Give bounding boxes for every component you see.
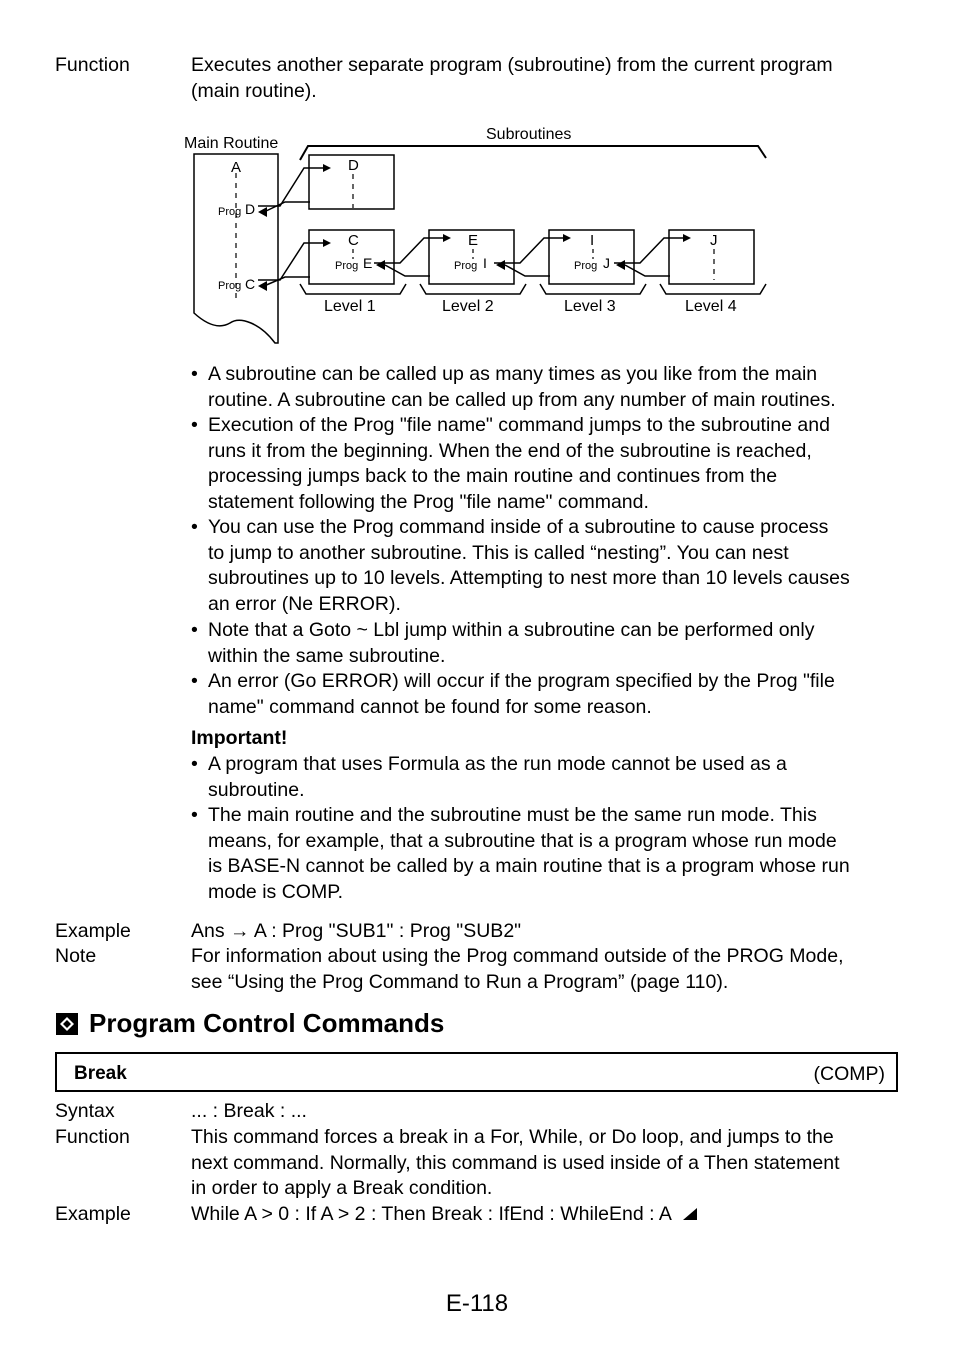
- box3-prog-word: Prog: [574, 260, 598, 272]
- example-text: Ans → A : Prog "SUB1" : Prog "SUB2": [191, 920, 522, 942]
- example2-text: While A > 0 : If A > 2 : Then Break : IfEnd : WhileEnd : A: [191, 1203, 671, 1225]
- main-a: A: [231, 159, 242, 176]
- syntax-label: Syntax: [55, 1100, 115, 1122]
- page-number: E-118: [445, 1290, 509, 1317]
- box3-call: J: [603, 255, 610, 271]
- bullet-item: • Note that a Goto ~ Lbl jump within a subroutine can be performed only within the same subroutine.: [191, 618, 901, 669]
- box3-label: I: [590, 232, 595, 249]
- bullet-item: • A subroutine can be called up as many times as you like from the main routine. A subroutine can be called up from any number of main routines.: [191, 362, 901, 413]
- break-command-header: [55, 1052, 898, 1092]
- main-prog-word-2: Prog: [218, 280, 242, 292]
- box4-label: J: [710, 232, 718, 249]
- example-label: Example: [55, 920, 131, 942]
- note-label: Note: [55, 945, 97, 967]
- main-routine-page: [194, 154, 278, 343]
- section-title: Program Control Commands: [89, 1008, 445, 1038]
- subroutines-bracket: [300, 146, 766, 160]
- main-d: D: [245, 201, 256, 217]
- function2-line-1: This command forces a break in a For, While, or Do loop, and jumps to the: [191, 1126, 834, 1148]
- function2-line-3: in order to apply a Break condition.: [191, 1177, 493, 1199]
- example2-label: Example: [55, 1203, 131, 1225]
- bullet-item: • A program that uses Formula as the run mode cannot be used as a subroutine.: [191, 752, 901, 803]
- example2-text-wrap: [191, 1202, 698, 1228]
- main-routine-label: Main Routine: [184, 135, 279, 152]
- note-line-2: see “Using the Prog Command to Run a Program” (page 110).: [191, 971, 729, 993]
- function-label: Function: [55, 54, 130, 76]
- syntax-text: ... : Break : ...: [191, 1100, 307, 1122]
- level-4-label: Level 4: [685, 298, 737, 315]
- box2-label: E: [468, 232, 479, 249]
- function-line-1: Executes another separate program (subroutine) from the current program: [191, 54, 833, 76]
- subroutine-diagram: [180, 118, 780, 353]
- box1-call: E: [363, 255, 373, 271]
- box1-prog-word: Prog: [335, 260, 359, 272]
- break-title: Break: [74, 1063, 127, 1084]
- display-triangle-icon: [682, 1207, 698, 1221]
- level-3-label: Level 3: [564, 298, 616, 315]
- subroutines-label: Subroutines: [486, 126, 572, 143]
- main-prog-word-1: Prog: [218, 206, 242, 218]
- note-line-1: For information about using the Prog command outside of the PROG Mode,: [191, 945, 844, 967]
- section-marker-icon: [55, 1012, 79, 1036]
- box1-label: C: [348, 232, 359, 249]
- function2-line-2: next command. Normally, this command is used inside of a Then statement: [191, 1152, 840, 1174]
- level-2-label: Level 2: [442, 298, 494, 315]
- box2-call: I: [483, 255, 487, 271]
- bullet-item: • An error (Go ERROR) will occur if the program specified by the Prog "file name" command cannot be found for some reason.: [191, 669, 901, 720]
- level-1-label: Level 1: [324, 298, 376, 315]
- box2-prog-word: Prog: [454, 260, 478, 272]
- box-top-label: D: [348, 157, 359, 174]
- bullet-item: • Execution of the Prog "file name" command jumps to the subroutine and runs it from the beginning. When the end of the subroutine is reached, processing jumps back to the main routine and continues from the statement following the Prog "file name" command.: [191, 413, 901, 515]
- bullet-item: • The main routine and the subroutine must be the same run mode. This means, for example, that a subroutine that is a program whose run mode is BASE-N cannot be called by a main routine that is a program whose run mode is COMP.: [191, 803, 901, 905]
- main-c: C: [245, 276, 256, 292]
- important-title: Important!: [191, 727, 288, 749]
- function-line-2: (main routine).: [191, 80, 317, 102]
- bullet-item: • You can use the Prog command inside of a subroutine to cause process to jump to another subroutine. This is called “nesting”. You can nest subroutines up to 10 levels. Attempting to nest more than 10 levels causes an error (Ne ERROR).: [191, 515, 901, 617]
- break-mode: (COMP): [813, 1063, 885, 1085]
- section-heading: [55, 1008, 444, 1039]
- function2-label: Function: [55, 1126, 130, 1148]
